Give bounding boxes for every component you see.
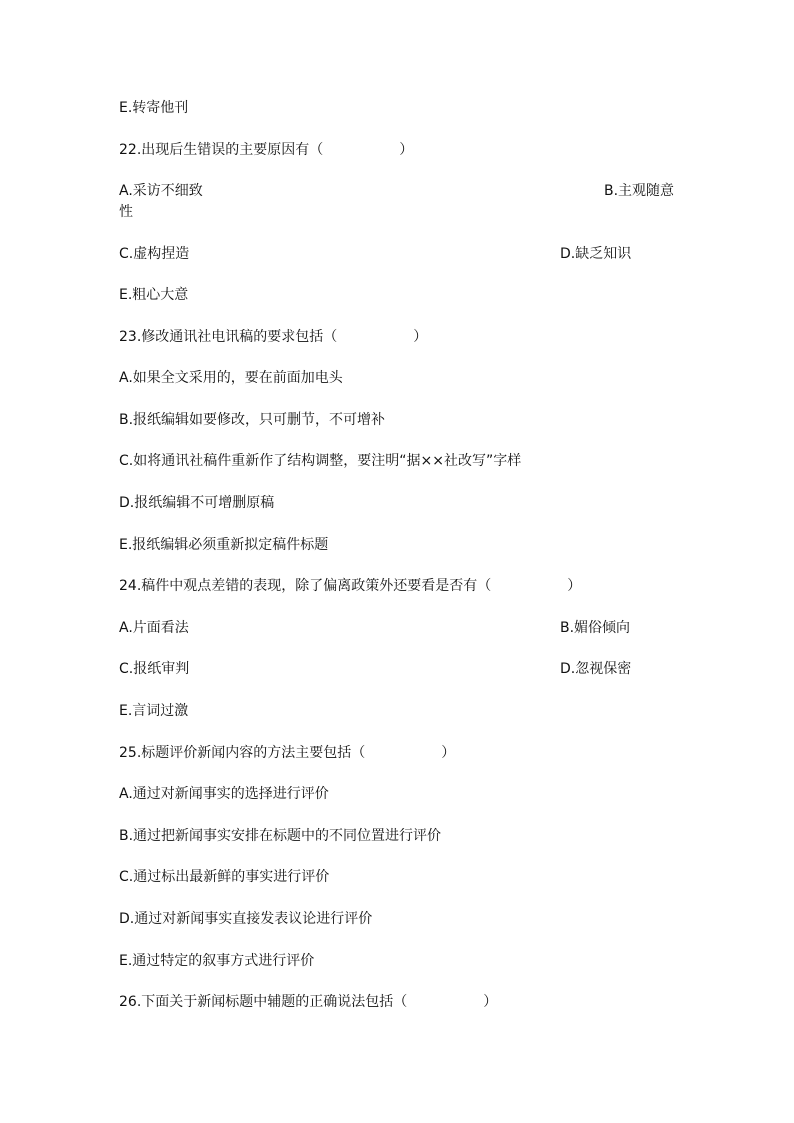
option-22-c: C.虚构捏造 [119, 246, 190, 262]
option-23-d: D.报纸编辑不可增删原稿 [119, 495, 275, 511]
option-e-prev: E.转寄他刊 [119, 100, 189, 116]
option-23-c: C.如将通讯社稿件重新作了结构调整，要注明“据××社改写”字样 [119, 453, 522, 469]
option-24-d: D.忽视保密 [560, 661, 632, 677]
question-26 [119, 993, 497, 1011]
option-25-d: D.通过对新闻事实直接发表议论进行评价 [119, 911, 373, 927]
question-26-close: ） [483, 994, 498, 1010]
question-23-text: 23.修改通讯社电讯稿的要求包括（ [119, 329, 338, 345]
option-24-a: A.片面看法 [119, 620, 189, 636]
question-22 [119, 141, 413, 159]
option-22-d: D.缺乏知识 [560, 246, 632, 262]
question-22-text: 22.出现后生错误的主要原因有（ [119, 142, 324, 158]
question-23 [119, 328, 427, 346]
option-24-b: B.媚俗倾向 [560, 620, 631, 636]
question-24-text: 24.稿件中观点差错的表现，除了偏离政策外还要看是否有（ [119, 578, 492, 594]
option-23-b: B.报纸编辑如要修改，只可删节，不可增补 [119, 412, 386, 428]
option-22-b: B.主观随意 [604, 183, 675, 199]
question-23-close: ） [413, 329, 428, 345]
question-25-text: 25.标题评价新闻内容的方法主要包括（ [119, 745, 366, 761]
option-24-c: C.报纸审判 [119, 661, 190, 677]
option-22-e: E.粗心大意 [119, 287, 189, 303]
question-26-text: 26.下面关于新闻标题中辅题的正确说法包括（ [119, 994, 408, 1010]
option-23-a: A.如果全文采用的，要在前面加电头 [119, 370, 343, 386]
option-23-e: E.报纸编辑必须重新拟定稿件标题 [119, 537, 329, 553]
option-25-e: E.通过特定的叙事方式进行评价 [119, 953, 315, 969]
question-22-close: ） [399, 142, 414, 158]
option-25-b: B.通过把新闻事实安排在标题中的不同位置进行评价 [119, 828, 442, 844]
question-25-close: ） [441, 745, 456, 761]
option-25-c: C.通过标出最新鲜的事实进行评价 [119, 869, 330, 885]
question-25 [119, 744, 455, 762]
option-22-b-continued: 性 [119, 204, 133, 220]
question-24-close: ） [567, 578, 582, 594]
question-24 [119, 577, 581, 595]
option-25-a: A.通过对新闻事实的选择进行评价 [119, 786, 329, 802]
option-24-e: E.言词过激 [119, 703, 189, 719]
option-22-a: A.采访不细致 [119, 183, 203, 199]
